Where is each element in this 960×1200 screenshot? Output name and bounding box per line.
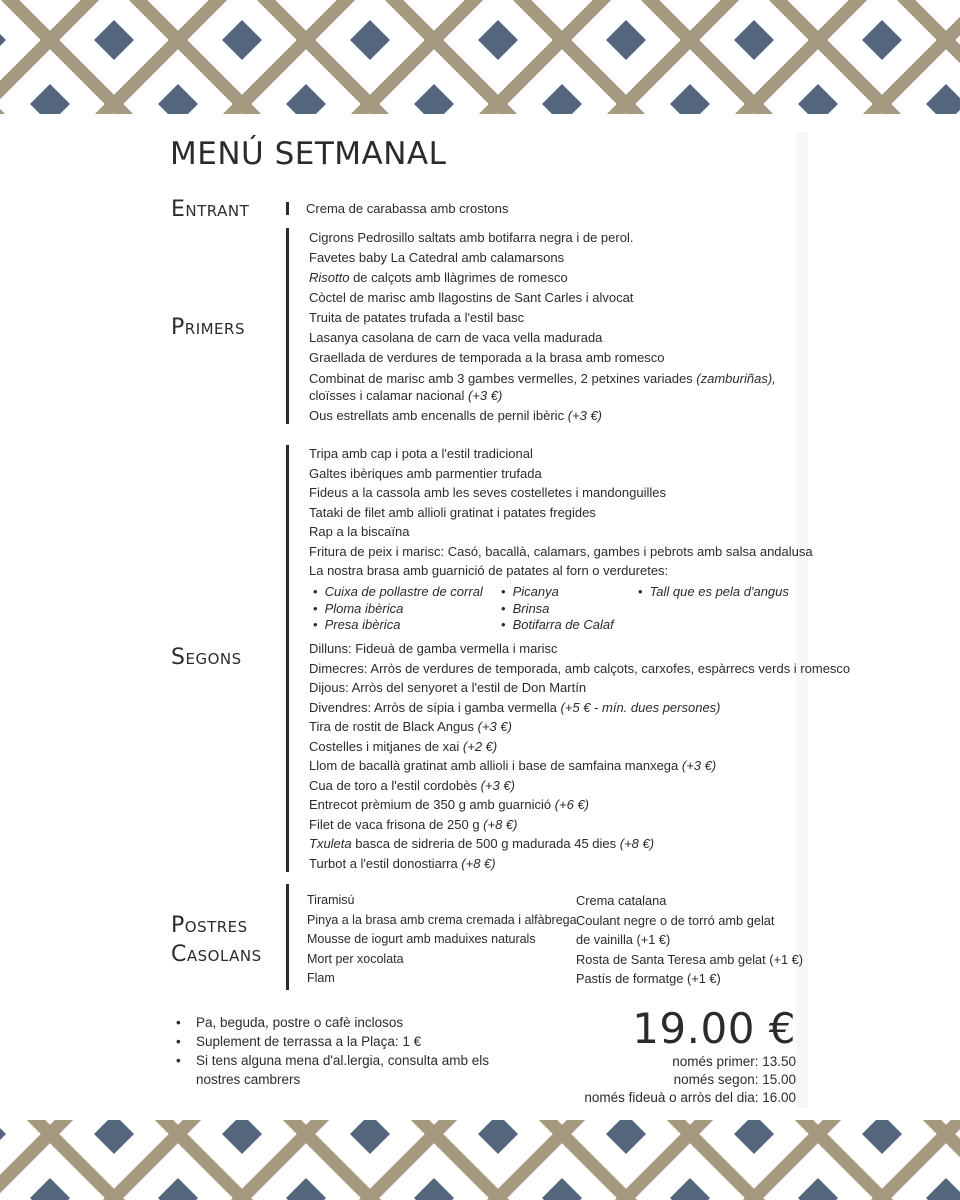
footer-note: • Pa, beguda, postre o cafè inclosos xyxy=(176,1013,496,1032)
dish-text: Llom de bacallà gratinat amb allioli i base de samfaina manxega xyxy=(309,758,682,773)
section-divider-postres xyxy=(286,884,289,990)
dish-note: (+1 €) xyxy=(686,971,721,986)
entrant-list xyxy=(306,199,508,219)
primers-item xyxy=(309,268,789,288)
page-title: MENÚ SETMANAL xyxy=(170,136,447,172)
segons-item xyxy=(309,717,850,737)
segons-item: Tripa amb cap i pota a l'estil tradicional xyxy=(309,446,533,461)
dish-text: Divendres: Arròs de sípia i gamba vermella xyxy=(309,699,561,715)
segons-item xyxy=(309,756,850,776)
primers-item: Lasanya casolana de carn de vaca vella madurada xyxy=(309,330,603,345)
segons-item: Tataki de filet amb allioli gratinat i patates fregides xyxy=(309,504,596,520)
segons-item: Rap a la biscaïna xyxy=(309,524,410,539)
brasa-option: • Ploma ibèrica xyxy=(313,601,483,618)
section-divider-entrant xyxy=(286,202,289,215)
primers-list xyxy=(309,228,789,426)
footer-note: • Suplement de terrassa a la Plaça: 1 € xyxy=(176,1032,496,1051)
dish-note: (+3 €) xyxy=(477,719,512,734)
dish-note: (+3 €) xyxy=(681,758,717,773)
brasa-option: • Picanya xyxy=(501,584,614,601)
postres-item: Tiramisú xyxy=(307,893,355,907)
dish-name-italic: Risotto xyxy=(309,270,350,285)
dish-text: Pastís de formatge xyxy=(576,971,687,986)
postres-list-right xyxy=(576,891,803,989)
dish-text: cloïsses i calamar nacional xyxy=(309,388,468,403)
postres-item: Coulant negre o de torró amb gelat xyxy=(576,912,775,928)
primers-item xyxy=(309,406,789,426)
postres-item: Crema catalana xyxy=(576,893,667,908)
segons-item: Galtes ibèriques amb parmentier trufada xyxy=(309,465,542,481)
primers-item: Graellada de verdures de temporada a la brasa amb romesco xyxy=(309,350,665,365)
price-option-segon: només segon: 15.00 xyxy=(673,1072,796,1087)
dish-note: (+8 €) xyxy=(619,836,655,851)
primers-item: Còctel de marisc amb llagostins de Sant Carles i alvocat xyxy=(309,290,634,305)
segons-item: Dijous: Arròs del senyoret a l'estil de Don Martín xyxy=(309,680,587,695)
dish-text: Ous estrellats amb encenalls de pernil ibèric xyxy=(309,408,568,423)
entrant-item: Crema de carabassa amb crostons xyxy=(306,201,509,216)
top-tile-pattern xyxy=(0,0,960,114)
segons-item xyxy=(309,795,850,815)
brasa-options-column xyxy=(501,584,614,634)
postres-item: Mousse de iogurt amb maduixes naturals xyxy=(307,932,536,946)
section-divider-segons xyxy=(286,445,289,872)
dish-text: Filet de vaca frisona de 250 g xyxy=(309,816,484,832)
dish-note: (+6 €) xyxy=(554,797,590,812)
section-divider-primers xyxy=(286,228,289,424)
brasa-option: • Presa ibèrica xyxy=(313,617,483,634)
dish-note: (+8 €) xyxy=(483,816,518,832)
dish-note: (+3 €) xyxy=(567,408,603,423)
dish-name-italic: Txuleta xyxy=(309,836,352,851)
section-label-casolans: Casolans xyxy=(171,942,262,967)
segons-item: Dimecres: Arròs de verdures de temporada, amb calçots, carxofes, espàrrecs verds i romesco xyxy=(309,660,851,676)
dish-note: (+8 €) xyxy=(461,855,496,871)
segons-item xyxy=(309,698,850,718)
segons-list-extra xyxy=(309,639,850,873)
postres-item xyxy=(576,950,803,970)
brasa-option: • Botifarra de Calaf xyxy=(501,617,614,634)
postres-item: Flam xyxy=(307,971,335,985)
dish-note: (zamburiñas), xyxy=(696,371,776,386)
brasa-option: • Brinsa xyxy=(501,601,614,618)
dish-text: Costelles i mitjanes de xai xyxy=(309,738,463,754)
segons-item: Fideus a la cassola amb les seves costelletes i mandonguilles xyxy=(309,485,666,500)
segons-item xyxy=(309,737,850,757)
segons-item xyxy=(309,815,850,835)
dish-note: (+2 €) xyxy=(462,738,498,754)
brasa-options-column xyxy=(638,584,789,601)
primers-item: Favetes baby La Catedral amb calamarsons xyxy=(309,250,565,265)
brasa-option: • Tall que es pela d'angus xyxy=(638,584,789,601)
section-label-postres: Postres xyxy=(171,913,248,938)
dish-note: (+3 €) xyxy=(480,777,515,793)
dish-text: de vainilla xyxy=(576,932,637,947)
footer-notes xyxy=(176,1013,496,1089)
postres-item xyxy=(576,930,803,950)
dish-text: Tira de rostit de Black Angus xyxy=(309,719,478,734)
dish-text: Rosta de Santa Teresa amb gelat xyxy=(576,951,770,967)
segons-item xyxy=(309,834,850,854)
dish-note: (+1 €) xyxy=(636,932,671,947)
brasa-option: • Cuixa de pollastre de corral xyxy=(313,584,483,601)
dish-note: (+5 € - mín. dues persones) xyxy=(560,699,721,715)
primers-item: Cigrons Pedrosillo saltats amb botifarra negra i de perol. xyxy=(309,230,634,245)
dish-text: Entrecot prèmium de 350 g amb guarnició xyxy=(309,797,555,812)
dish-text: basca de sidreria de 500 g madurada 45 dies xyxy=(351,836,620,851)
bottom-tile-pattern xyxy=(0,1120,960,1200)
segons-item xyxy=(309,776,850,796)
segons-item: Fritura de peix i marisc: Casó, bacallà, calamars, gambes i pebrots amb salsa andalusa xyxy=(309,543,813,559)
dish-supplement: (+3 €) xyxy=(467,388,503,403)
price-option-primer: només primer: 13.50 xyxy=(672,1054,796,1069)
dish-text: de calçots amb llàgrimes de romesco xyxy=(349,270,568,285)
brasa-options-column xyxy=(313,584,483,634)
dish-text: Turbot a l'estil donostiarra xyxy=(309,855,462,871)
segons-item: La nostra brasa amb guarnició de patates al forn o verduretes: xyxy=(309,563,669,578)
price-option-arros: només fideuà o arròs del dia: 16.00 xyxy=(584,1090,796,1105)
brasa-options xyxy=(313,584,793,634)
dish-text: Combinat de marisc amb 3 gambes vermelles, 2 petxines variades xyxy=(309,371,697,386)
postres-item: Pinya a la brasa amb crema cremada i alfàbrega xyxy=(307,912,577,927)
section-label-entrant: Entrant xyxy=(171,197,250,222)
primers-item xyxy=(309,370,789,404)
postres-list-left xyxy=(307,891,577,989)
postres-item: Mort per xocolata xyxy=(307,951,404,966)
segons-item: Dilluns: Fideuà de gamba vermella i marisc xyxy=(309,641,558,656)
segons-item xyxy=(309,854,850,874)
section-label-primers: Primers xyxy=(171,315,245,340)
dish-note: (+1 €) xyxy=(769,951,804,967)
primers-item: Truita de patates trufada a l'estil basc xyxy=(309,310,525,325)
dish-text: Cua de toro a l'estil cordobès xyxy=(309,777,481,793)
section-label-segons: Segons xyxy=(171,645,242,670)
menu-price: 19.00 € xyxy=(632,1004,796,1053)
footer-note: • Si tens alguna mena d'al.lergia, consulta amb els nostres cambrers xyxy=(176,1051,496,1089)
postres-item xyxy=(576,969,803,989)
segons-list xyxy=(309,444,813,581)
